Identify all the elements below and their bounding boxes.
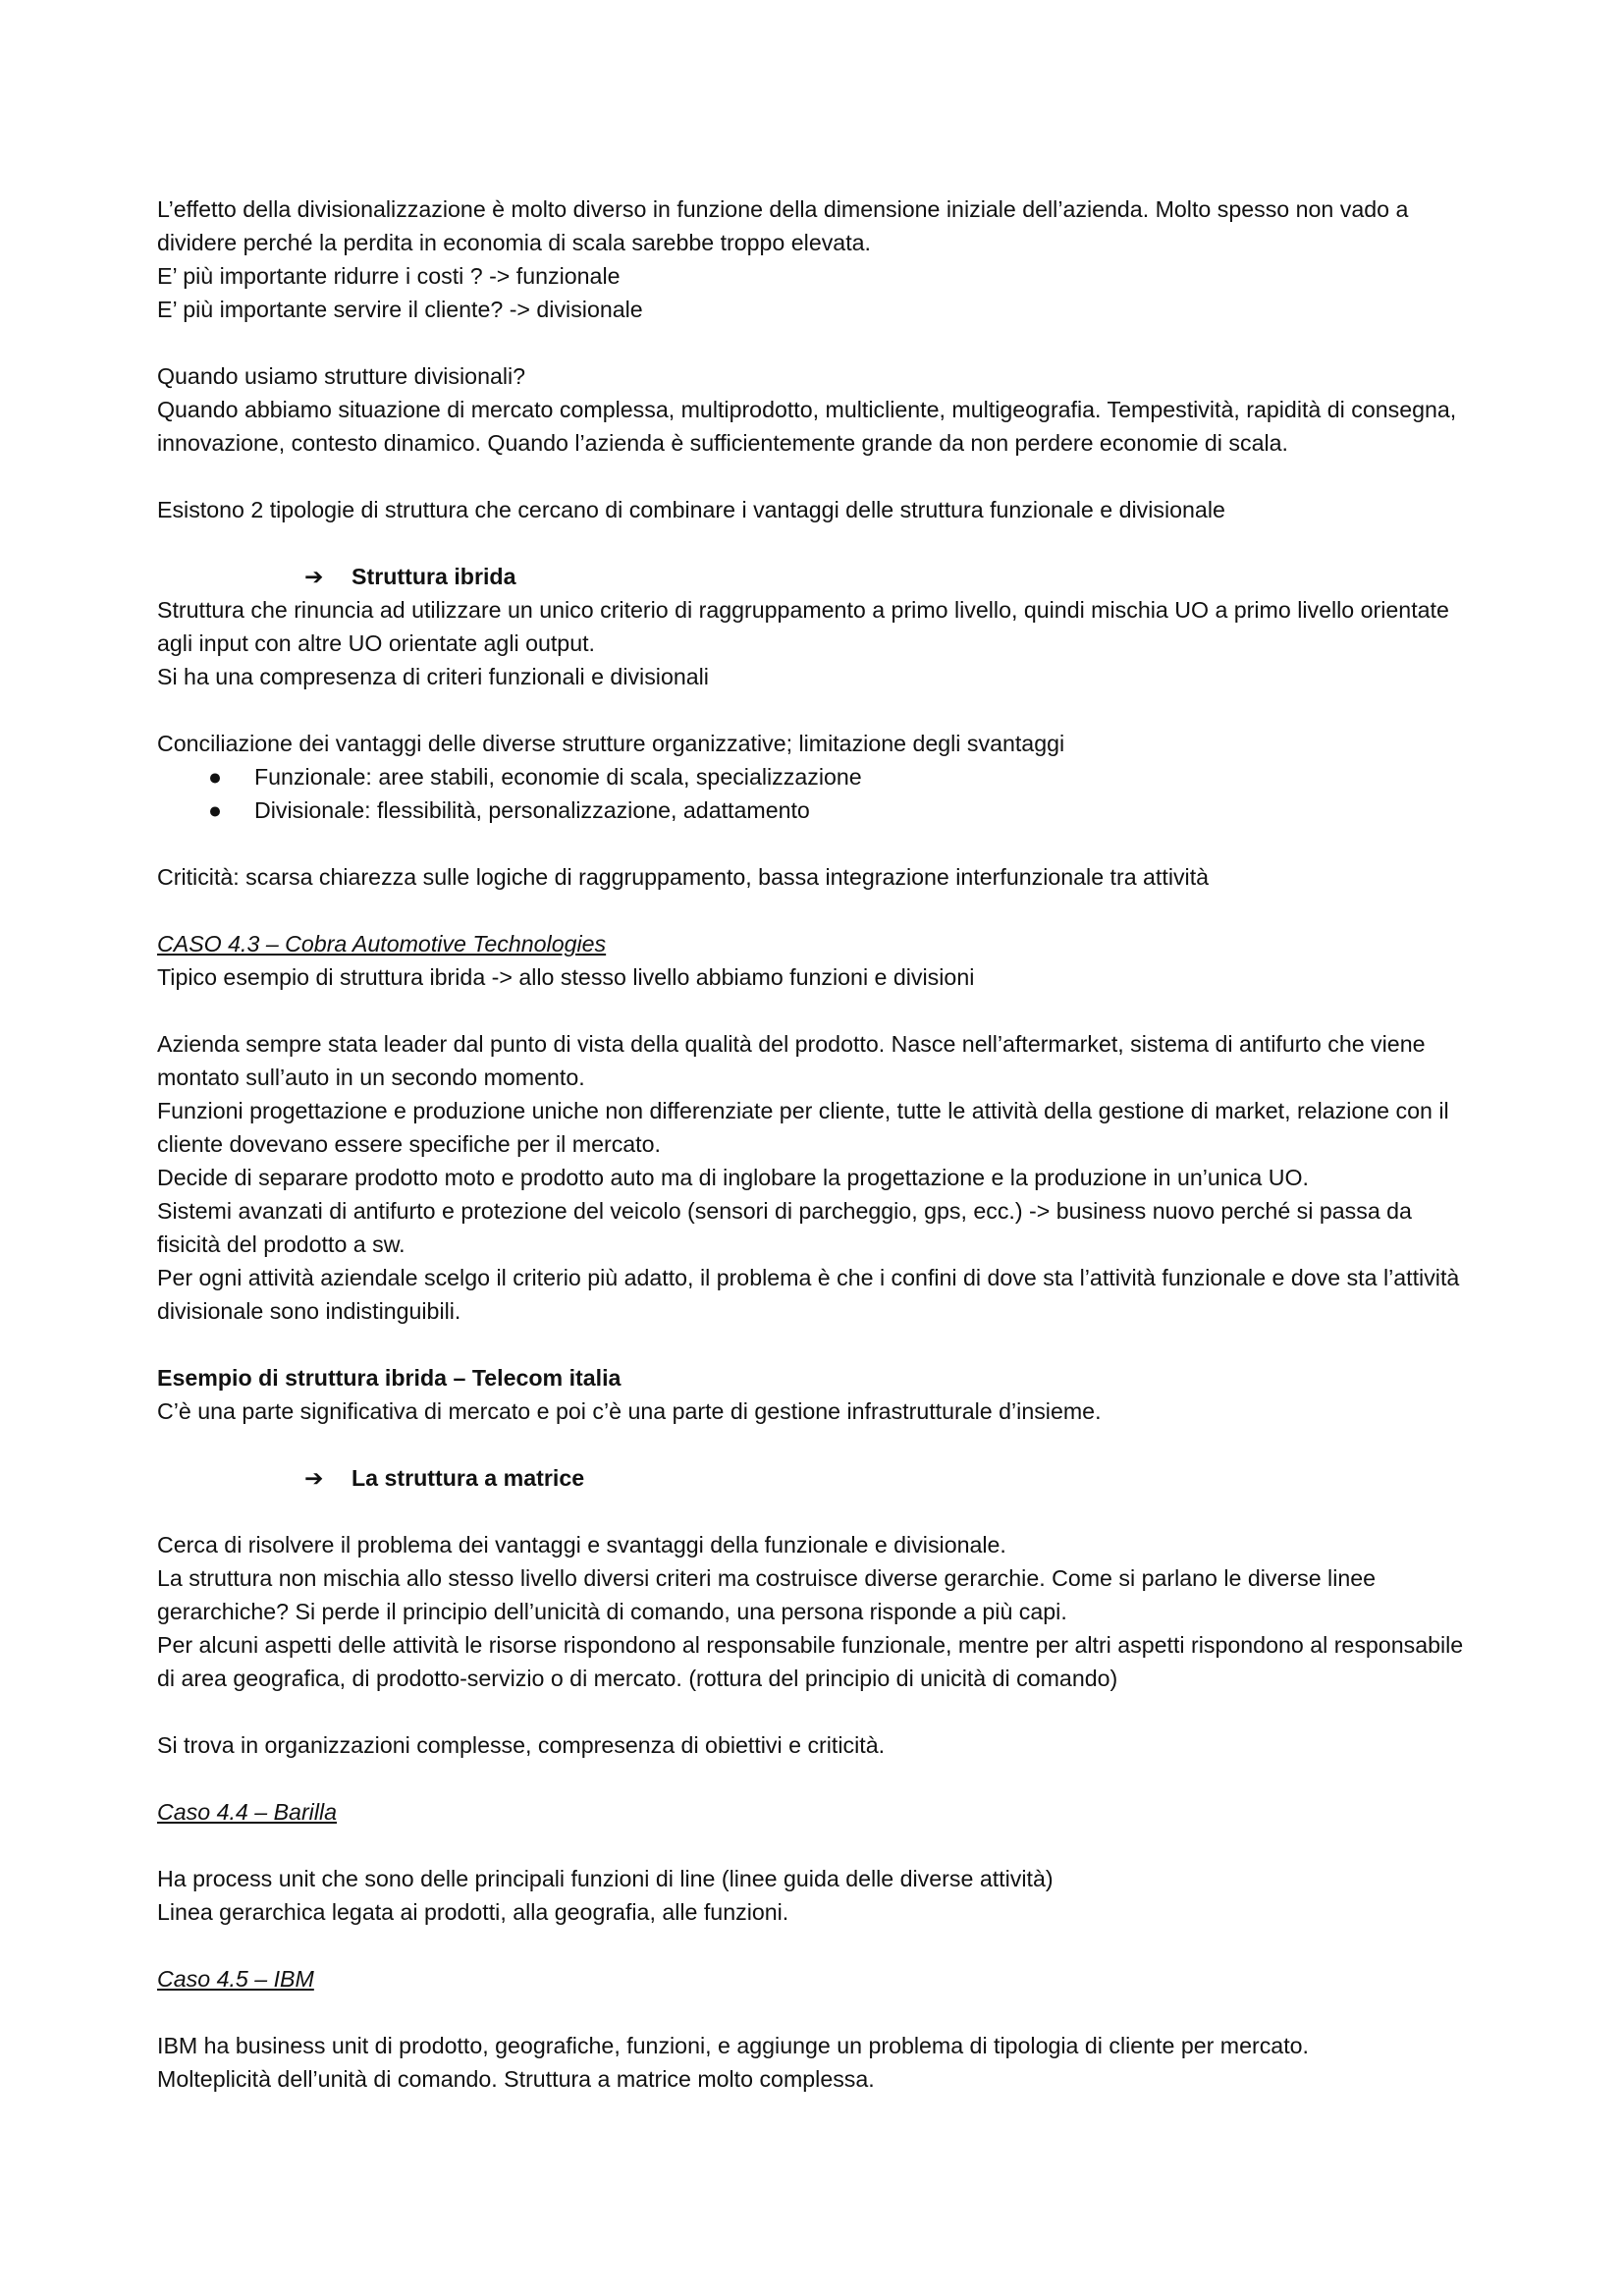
- list-item-text: Funzionale: aree stabili, economie di scala, specializzazione: [254, 764, 862, 790]
- matrix-paragraph: La struttura non mischia allo stesso livello diversi criteri ma costruisce diverse gerarchie. Come si parlano le diverse linee gerarchiche? Si perde il principio dell’unicità di comando, una persona risponde a più capi.: [157, 1565, 1377, 1624]
- two-types-paragraph: Esistono 2 tipologie di struttura che cercano di combinare i vantaggi delle struttura funzionale e divisionale: [157, 497, 1225, 522]
- hybrid-description: Struttura che rinuncia ad utilizzare un unico criterio di raggruppamento a primo livello, quindi mischia UO a primo livello orientate agli input con altre UO orientate agli output.: [157, 597, 1449, 656]
- case-4-3-paragraph: Decide di separare prodotto moto e prodotto auto ma di inglobare la progettazione e la produzione in un’unica UO.: [157, 1165, 1309, 1190]
- intro-cost-line: E’ più importante ridurre i costi ? -> funzionale: [157, 263, 621, 289]
- advantages-list: [157, 760, 1478, 827]
- arrow-right-icon: ➔: [304, 1465, 324, 1491]
- case-4-5-title: Caso 4.5 – IBM: [157, 1966, 314, 1992]
- case-4-4-line: Linea gerarchica legata ai prodotti, alla geografia, alle funzioni.: [157, 1899, 789, 1925]
- case-4-3-title: CASO 4.3 – Cobra Automotive Technologies: [157, 931, 607, 957]
- list-item: [157, 760, 1478, 793]
- hybrid-heading: [157, 560, 1478, 593]
- list-item-text: Divisionale: flessibilità, personalizzazione, adattamento: [254, 797, 810, 823]
- case-4-3-paragraph: Sistemi avanzati di antifurto e protezione del veicolo (sensori di parcheggio, gps, ecc.) -> business nuovo perché si passa da fisicità del prodotto a sw.: [157, 1198, 1412, 1257]
- case-4-4-line: Ha process unit che sono delle principali funzioni di line (linee guida delle diverse attività): [157, 1866, 1054, 1891]
- conciliation-paragraph: Conciliazione dei vantaggi delle diverse strutture organizzative; limitazione degli svantaggi: [157, 731, 1065, 756]
- bullet-icon: ●: [208, 797, 223, 823]
- case-4-3-paragraph: Per ogni attività aziendale scelgo il criterio più adatto, il problema è che i confini di dove sta l’attività funzionale e dove sta l’attività divisionale sono indistinguibili.: [157, 1265, 1460, 1324]
- hybrid-heading-title: Struttura ibrida: [352, 564, 516, 589]
- matrix-where: Si trova in organizzazioni complesse, compresenza di obiettivi e criticità.: [157, 1732, 886, 1758]
- telecom-title: Esempio di struttura ibrida – Telecom italia: [157, 1365, 622, 1391]
- matrix-paragraph: Cerca di risolvere il problema dei vantaggi e svantaggi della funzionale e divisionale.: [157, 1532, 1006, 1558]
- hybrid-description-2: Si ha una compresenza di criteri funzionali e divisionali: [157, 664, 709, 689]
- matrix-heading: [157, 1461, 1478, 1495]
- divisional-question: Quando usiamo strutture divisionali?: [157, 363, 526, 389]
- intro-customer-line: E’ più importante servire il cliente? -> divisionale: [157, 297, 643, 322]
- critical-paragraph: Criticità: scarsa chiarezza sulle logiche di raggruppamento, bassa integrazione interfunzionale tra attività: [157, 864, 1210, 890]
- arrow-right-icon: ➔: [304, 564, 324, 589]
- divisional-answer: Quando abbiamo situazione di mercato complessa, multiprodotto, multicliente, multigeografia. Tempestività, rapidità di consegna, innovazione, contesto dinamico. Quando l’azienda è sufficientemente grande da non perdere economie di scala.: [157, 397, 1457, 456]
- telecom-text: C’è una parte significativa di mercato e poi c’è una parte di gestione infrastrutturale d’insieme.: [157, 1398, 1102, 1424]
- intro-paragraph: L’effetto della divisionalizzazione è molto diverso in funzione della dimensione iniziale dell’azienda. Molto spesso non vado a dividere perché la perdita in economia di scala sarebbe troppo elevata.: [157, 196, 1409, 255]
- case-4-3-subtitle: Tipico esempio di struttura ibrida -> allo stesso livello abbiamo funzioni e divisioni: [157, 964, 975, 990]
- bullet-icon: ●: [208, 764, 223, 790]
- case-4-5-line: IBM ha business unit di prodotto, geografiche, funzioni, e aggiunge un problema di tipologia di cliente per mercato.: [157, 2033, 1309, 2058]
- matrix-heading-title: La struttura a matrice: [352, 1465, 585, 1491]
- case-4-3-paragraph: Funzioni progettazione e produzione uniche non differenziate per cliente, tutte le attività della gestione di market, relazione con il cliente dovevano essere specifiche per il mercato.: [157, 1098, 1449, 1157]
- case-4-3-paragraph: Azienda sempre stata leader dal punto di vista della qualità del prodotto. Nasce nell’aftermarket, sistema di antifurto che viene montato sull’auto in un secondo momento.: [157, 1031, 1426, 1090]
- case-4-5-line: Molteplicità dell’unità di comando. Struttura a matrice molto complessa.: [157, 2066, 875, 2092]
- case-4-4-title: Caso 4.4 – Barilla: [157, 1799, 338, 1825]
- matrix-paragraph: Per alcuni aspetti delle attività le risorse rispondono al responsabile funzionale, mentre per altri aspetti rispondono al responsabile di area geografica, di prodotto-servizio o di mercato. (rottura del principio di unicità di comando): [157, 1632, 1464, 1691]
- document-page: [157, 192, 1478, 2096]
- list-item: [157, 793, 1478, 827]
